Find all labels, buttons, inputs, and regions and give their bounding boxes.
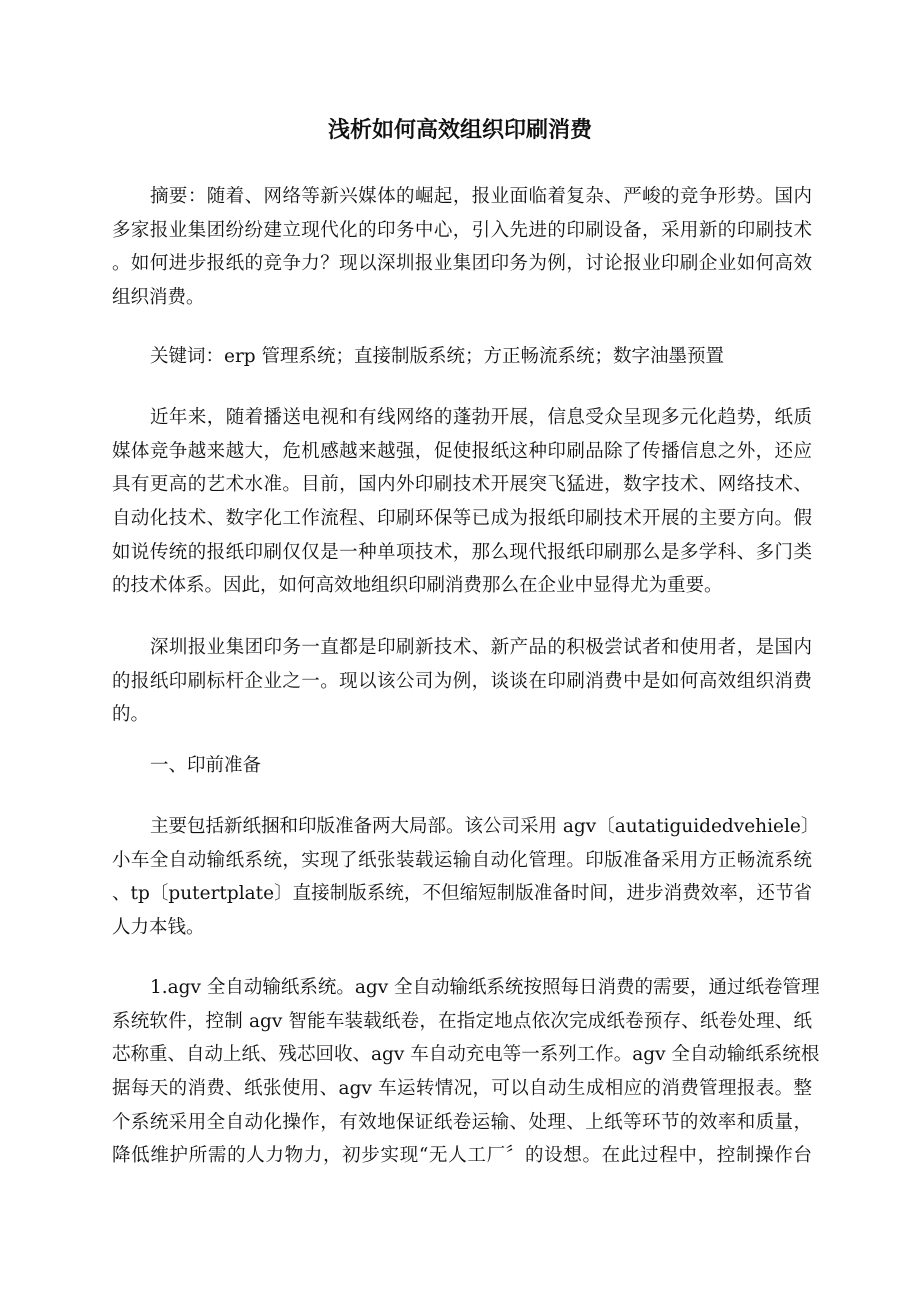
text-line: 一、印前准备: [150, 755, 262, 776]
text-line: 。如何进步报纸的竞争力？现以深圳报业集团印务为例，讨论报业印刷企业如何高效: [112, 253, 812, 275]
paragraph: [112, 340, 812, 374]
paragraph: [112, 180, 812, 315]
text-line: 如说传统的报纸印刷仅仅是一种单项技术，那么现代报纸印刷那么是多学科、多门类: [112, 541, 812, 563]
text-line: 关键词：erp 管理系统；直接制版系统；方正畅流系统；数字油墨预置: [150, 346, 725, 367]
paragraph: [112, 810, 820, 945]
text-line: 、tp〔putertplate〕直接制版系统，不但缩短制版准备时间，进步消费效率，还节省: [112, 883, 812, 905]
text-line: 多家报业集团纷纷建立现代化的印务中心，引入先进的印刷设备，采用新的印刷技术: [112, 219, 812, 241]
text-line: 据每天的消费、纸张使用、agv 车运转情况，可以自动生成相应的消费管理报表。整: [112, 1078, 812, 1100]
text-line: 的报纸印刷标杆企业之一。现以该公司为例，谈谈在印刷消费中是如何高效组织消费: [112, 670, 812, 692]
text-line: 组织消费。: [112, 287, 205, 309]
paragraph: [112, 631, 812, 732]
text-line: 系统软件，控制 agv 智能车装载纸卷，在指定地点依次完成纸卷预存、纸卷处理、纸: [112, 1010, 812, 1032]
text-line: 的技术体系。因此，如何高效地组织印刷消费那么在企业中显得尤为重要。: [112, 575, 723, 597]
text-line: 人力本钱。: [112, 917, 205, 939]
text-line: 1.agv 全自动输纸系统。agv 全自动输纸系统按照每日消费的需要，通过纸卷管理: [150, 977, 820, 998]
text-line: 的。: [112, 704, 150, 726]
paragraph: [112, 401, 812, 603]
text-line: 降低维护所需的人力物力，初步实现“无人工厂〞的设想。在此过程中，控制操作台: [112, 1145, 812, 1167]
document-title: 浅析如何高效组织印刷消费: [327, 117, 592, 143]
section-heading: [112, 749, 812, 783]
text-line: 小车全自动输纸系统，实现了纸张装载运输自动化管理。印版准备采用方正畅流系统: [112, 849, 812, 871]
text-line: 具有更高的艺术水准。目前，国内外印刷技术开展突飞猛进，数字技术、网络技术、: [112, 474, 812, 496]
text-line: 个系统采用全自动化操作，有效地保证纸卷运输、处理、上纸等环节的效率和质量，: [112, 1111, 812, 1133]
paragraph: [112, 971, 820, 1173]
text-line: 主要包括新纸捆和印版准备两大局部。该公司采用 agv〔autatiguidedvehiele〕: [150, 816, 820, 837]
text-line: 近年来，随着播送电视和有线网络的蓬勃开展，信息受众呈现多元化趋势，纸质: [150, 407, 812, 428]
text-line: 媒体竞争越来越大，危机感越来越强，促使报纸这种印刷品除了传播信息之外，还应: [112, 440, 812, 462]
text-line: 摘要：随着、网络等新兴媒体的崛起，报业面临着复杂、严峻的竞争形势。国内: [150, 186, 812, 207]
text-line: 深圳报业集团印务一直都是印刷新技术、新产品的积极尝试者和使用者，是国内: [150, 637, 812, 658]
text-line: 芯称重、自动上纸、残芯回收、agv 车自动充电等一系列工作。agv 全自动输纸系统根: [112, 1044, 820, 1066]
text-line: 自动化技术、数字化工作流程、印刷环保等已成为报纸印刷技术开展的主要方向。假: [112, 508, 812, 530]
